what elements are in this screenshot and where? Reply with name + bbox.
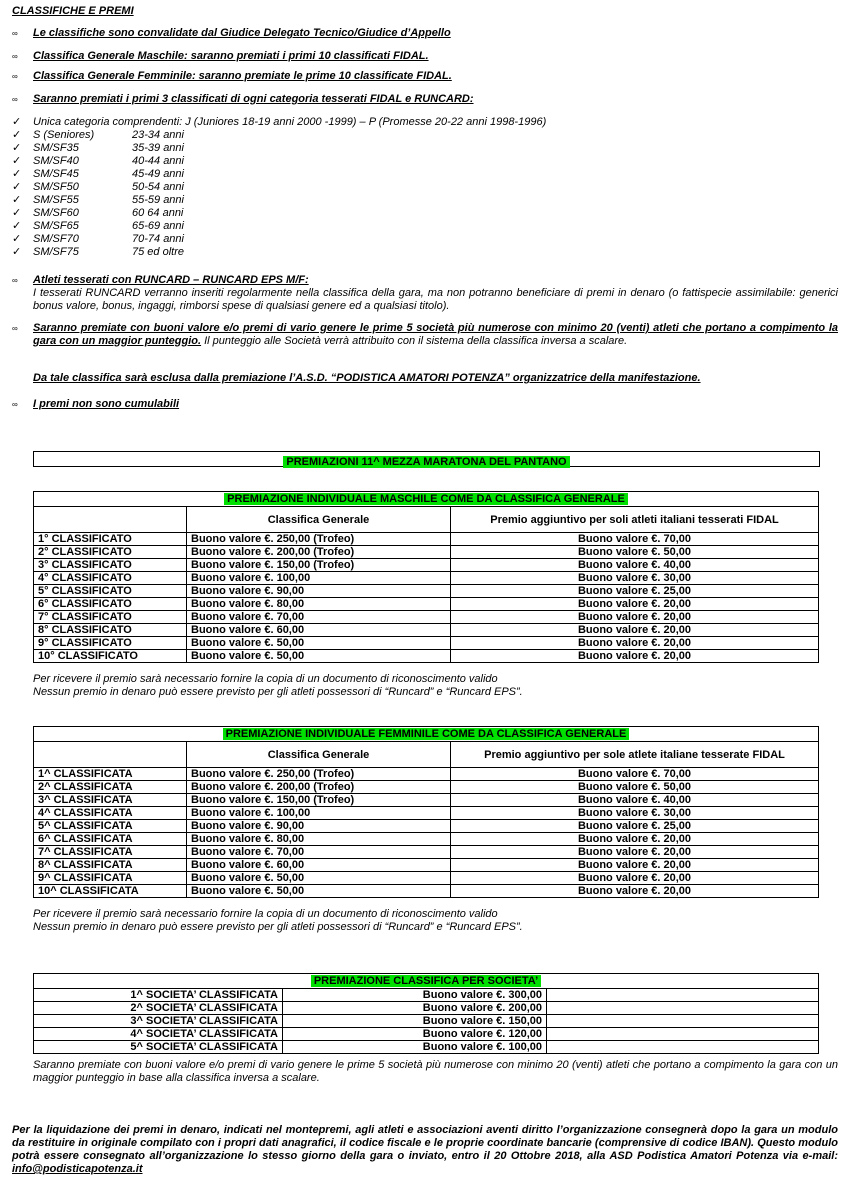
- category-ages: 65-69 anni: [132, 220, 184, 232]
- prize-cell: Buono valore €. 120,00: [283, 1028, 547, 1041]
- position-cell: 3^ SOCIETA’ CLASSIFICATA: [34, 1015, 283, 1028]
- prize-cell: Buono valore €. 150,00 (Trofeo): [187, 794, 451, 807]
- fidal-cell: Buono valore €. 25,00: [451, 585, 819, 598]
- category-code: SM/SF75: [33, 246, 79, 258]
- societa-note: Saranno premiate con buoni valore e/o premi di vario genere le prime 5 società più numerose con minimo 20 (venti) atleti che portano a compimento la gara con un maggior punteggio in base alla classifica inversa a scalare.: [33, 1059, 838, 1084]
- category-code: S (Seniores): [33, 129, 95, 141]
- position-cell: 1° CLASSIFICATO: [34, 533, 187, 546]
- table-row: [34, 781, 819, 794]
- table-row: [34, 820, 819, 833]
- fidal-cell: Buono valore €. 20,00: [451, 872, 819, 885]
- female-table-title: PREMIAZIONE INDIVIDUALE FEMMINILE COME DA CLASSIFICA GENERALE: [223, 728, 630, 740]
- category-ages: 70-74 anni: [132, 233, 184, 245]
- position-cell: 4° CLASSIFICATO: [34, 572, 187, 585]
- table-row: [34, 768, 819, 781]
- category-ages: 35-39 anni: [132, 142, 184, 154]
- table-row: [34, 846, 819, 859]
- category-code: SM/SF55: [33, 194, 79, 206]
- female-note-document: Per ricevere il premio sarà necessario fornire la copia di un documento di riconoscimento valido: [33, 908, 498, 920]
- table-row: [34, 1002, 819, 1015]
- table-row: [34, 794, 819, 807]
- prize-cell: Buono valore €. 50,00: [187, 637, 451, 650]
- infinity-icon: ∞: [12, 400, 18, 409]
- main-title: PREMIAZIONI 11^ MEZZA MARATONA DEL PANTANO: [283, 456, 569, 468]
- category-code: SM/SF35: [33, 142, 79, 154]
- societa-bullet-text: [33, 322, 838, 348]
- category-code: SM/SF45: [33, 168, 79, 180]
- table-row: [34, 885, 819, 898]
- header-classifica: Classifica Generale: [187, 507, 451, 533]
- check-icon: ✓: [12, 155, 22, 167]
- category-ages: 45-49 anni: [132, 168, 184, 180]
- check-icon: ✓: [12, 116, 22, 128]
- position-cell: 5° CLASSIFICATO: [34, 585, 187, 598]
- position-cell: 2^ SOCIETA’ CLASSIFICATA: [34, 1002, 283, 1015]
- empty-cell: [547, 1041, 819, 1054]
- infinity-icon: ∞: [12, 29, 18, 38]
- table-row: [34, 533, 819, 546]
- table-row: [34, 650, 819, 663]
- prize-cell: Buono valore €. 70,00: [187, 846, 451, 859]
- prize-cell: Buono valore €. 60,00: [187, 859, 451, 872]
- table-row: [34, 637, 819, 650]
- position-cell: 6° CLASSIFICATO: [34, 598, 187, 611]
- table-title-row: [34, 727, 819, 742]
- position-cell: 9^ CLASSIFICATA: [34, 872, 187, 885]
- header-empty: [34, 742, 187, 768]
- header-fidal: Premio aggiuntivo per sole atlete italiane tesserate FIDAL: [451, 742, 819, 768]
- fidal-cell: Buono valore €. 20,00: [451, 885, 819, 898]
- prize-cell: Buono valore €. 90,00: [187, 820, 451, 833]
- male-table-title: PREMIAZIONE INDIVIDUALE MASCHILE COME DA CLASSIFICA GENERALE: [224, 493, 628, 505]
- empty-cell: [547, 1015, 819, 1028]
- position-cell: 10^ CLASSIFICATA: [34, 885, 187, 898]
- position-cell: 9° CLASSIFICATO: [34, 637, 187, 650]
- category-code: SM/SF65: [33, 220, 79, 232]
- table-row: [34, 859, 819, 872]
- empty-cell: [547, 1002, 819, 1015]
- female-note-runcard: Nessun premio in denaro può essere previsto per gli atleti possessori di “Runcard” e “Runcard EPS”.: [33, 921, 523, 933]
- prize-cell: Buono valore €. 100,00: [187, 572, 451, 585]
- check-icon: ✓: [12, 207, 22, 219]
- category-ages: 23-34 anni: [132, 129, 184, 141]
- position-cell: 5^ CLASSIFICATA: [34, 820, 187, 833]
- prize-cell: Buono valore €. 150,00: [283, 1015, 547, 1028]
- prize-cell: Buono valore €. 200,00 (Trofeo): [187, 781, 451, 794]
- table-row: [34, 1028, 819, 1041]
- fidal-cell: Buono valore €. 40,00: [451, 559, 819, 572]
- fidal-cell: Buono valore €. 20,00: [451, 650, 819, 663]
- bullet-text: Classifica Generale Maschile: saranno premiati i primi 10 classificati FIDAL.: [33, 50, 429, 62]
- page-title: CLASSIFICHE E PREMI: [12, 5, 134, 17]
- fidal-cell: Buono valore €. 20,00: [451, 598, 819, 611]
- check-icon: ✓: [12, 129, 22, 141]
- table-row: [34, 598, 819, 611]
- infinity-icon: ∞: [12, 276, 18, 285]
- bullet-text: Le classifiche sono convalidate dal Giudice Delegato Tecnico/Giudice d’Appello: [33, 27, 451, 39]
- exclusion-text: Da tale classifica sarà esclusa dalla premiazione l’A.S.D. “PODISTICA AMATORI POTENZA” organizzatrice della manifestazione.: [33, 372, 701, 384]
- final-paragraph: [12, 1124, 838, 1176]
- prize-cell: Buono valore €. 50,00: [187, 872, 451, 885]
- prize-cell: Buono valore €. 80,00: [187, 833, 451, 846]
- check-icon: ✓: [12, 194, 22, 206]
- category-intro-text: Unica categoria comprendenti: J (Juniores 18-19 anni 2000 -1999) – P (Promesse 20-22 anni 1998-1996): [33, 116, 547, 128]
- table-title-cell: [34, 974, 819, 989]
- prize-cell: Buono valore €. 200,00: [283, 1002, 547, 1015]
- fidal-cell: Buono valore €. 70,00: [451, 533, 819, 546]
- table-title-cell: [34, 727, 819, 742]
- category-code: SM/SF60: [33, 207, 79, 219]
- societa-prize-table: [33, 973, 819, 1054]
- final-text: Per la liquidazione dei premi in denaro, indicati nel montepremi, agli atleti e associazioni aventi diritto l’organizzazione consegnerà dopo la gara un modulo da restituire in originale compilato con i propri dati anagrafici, il codice fiscale e le proprie coordinate bancarie (comprensive di codice IBAN). Questo modulo potrà essere consegnato all’organizzazione lo stesso giorno della gara o inviato, entro il 20 Ottobre 2018, alla ASD Podistica Amatori Potenza via e-mail:: [12, 1124, 838, 1162]
- fidal-cell: Buono valore €. 70,00: [451, 768, 819, 781]
- fidal-cell: Buono valore €. 20,00: [451, 859, 819, 872]
- fidal-cell: Buono valore €. 20,00: [451, 833, 819, 846]
- bullet-text: Classifica Generale Femminile: saranno premiate le prime 10 classificate FIDAL.: [33, 70, 452, 82]
- infinity-icon: ∞: [12, 95, 18, 104]
- table-title-cell: [34, 492, 819, 507]
- position-cell: 8° CLASSIFICATO: [34, 624, 187, 637]
- empty-cell: [547, 989, 819, 1002]
- fidal-cell: Buono valore €. 40,00: [451, 794, 819, 807]
- fidal-cell: Buono valore €. 20,00: [451, 637, 819, 650]
- header-fidal: Premio aggiuntivo per soli atleti italiani tesserati FIDAL: [451, 507, 819, 533]
- prize-cell: Buono valore €. 100,00: [283, 1041, 547, 1054]
- position-cell: 8^ CLASSIFICATA: [34, 859, 187, 872]
- table-title-row: [34, 974, 819, 989]
- table-row: [34, 546, 819, 559]
- category-code: SM/SF50: [33, 181, 79, 193]
- main-title-box: [33, 451, 820, 467]
- bullet-text: Saranno premiati i primi 3 classificati di ogni categoria tesserati FIDAL e RUNCARD:: [33, 93, 474, 105]
- table-row: [34, 807, 819, 820]
- female-prize-table: [33, 726, 819, 898]
- category-ages: 40-44 anni: [132, 155, 184, 167]
- table-row: [34, 624, 819, 637]
- check-icon: ✓: [12, 168, 22, 180]
- prize-cell: Buono valore €. 50,00: [187, 885, 451, 898]
- prize-cell: Buono valore €. 150,00 (Trofeo): [187, 559, 451, 572]
- position-cell: 2° CLASSIFICATO: [34, 546, 187, 559]
- position-cell: 4^ CLASSIFICATA: [34, 807, 187, 820]
- table-row: [34, 1041, 819, 1054]
- table-row: [34, 559, 819, 572]
- prize-cell: Buono valore €. 200,00 (Trofeo): [187, 546, 451, 559]
- email-link[interactable]: info@podisticapotenza.it: [12, 1163, 143, 1175]
- position-cell: 3^ CLASSIFICATA: [34, 794, 187, 807]
- fidal-cell: Buono valore €. 20,00: [451, 611, 819, 624]
- prize-cell: Buono valore €. 300,00: [283, 989, 547, 1002]
- prize-cell: Buono valore €. 80,00: [187, 598, 451, 611]
- category-code: SM/SF40: [33, 155, 79, 167]
- table-row: [34, 833, 819, 846]
- position-cell: 2^ CLASSIFICATA: [34, 781, 187, 794]
- prize-cell: Buono valore €. 90,00: [187, 585, 451, 598]
- check-icon: ✓: [12, 233, 22, 245]
- table-title-row: [34, 492, 819, 507]
- position-cell: 1^ CLASSIFICATA: [34, 768, 187, 781]
- fidal-cell: Buono valore €. 50,00: [451, 781, 819, 794]
- check-icon: ✓: [12, 246, 22, 258]
- male-note-runcard: Nessun premio in denaro può essere previsto per gli atleti possessori di “Runcard” e “Runcard EPS”.: [33, 686, 523, 698]
- societa-table-title: PREMIAZIONE CLASSIFICA PER SOCIETA’: [311, 975, 541, 987]
- infinity-icon: ∞: [12, 52, 18, 61]
- check-icon: ✓: [12, 142, 22, 154]
- runcard-text: I tesserati RUNCARD verranno inseriti regolarmente nella classifica della gara, ma non potranno beneficiare di premi in denaro (o fattispecie assimilabile: generici bonus valore, bonus, ingaggi, rimborsi spese di qualsiasi genere ed a qualsiasi titolo).: [33, 287, 838, 312]
- empty-cell: [547, 1028, 819, 1041]
- table-header-row: [34, 742, 819, 768]
- header-classifica: Classifica Generale: [187, 742, 451, 768]
- category-ages: 60 64 anni: [132, 207, 184, 219]
- male-prize-table: [33, 491, 819, 663]
- position-cell: 10° CLASSIFICATO: [34, 650, 187, 663]
- check-icon: ✓: [12, 220, 22, 232]
- position-cell: 4^ SOCIETA’ CLASSIFICATA: [34, 1028, 283, 1041]
- table-row: [34, 989, 819, 1002]
- category-ages: 50-54 anni: [132, 181, 184, 193]
- prize-cell: Buono valore €. 250,00 (Trofeo): [187, 768, 451, 781]
- table-row: [34, 572, 819, 585]
- position-cell: 7° CLASSIFICATO: [34, 611, 187, 624]
- table-row: [34, 1015, 819, 1028]
- societa-bullet-normal: Il punteggio alle Società verrà attribuito con il sistema della classifica inversa a scalare.: [201, 335, 628, 347]
- prize-cell: Buono valore €. 100,00: [187, 807, 451, 820]
- societa-bullet-bold: Saranno premiate con buoni valore e/o premi di vario genere le prime 5 società più numerose con minimo 20 (venti) atleti che portano a compimento la gara con un maggior punteggio.: [33, 322, 838, 347]
- position-cell: 1^ SOCIETA’ CLASSIFICATA: [34, 989, 283, 1002]
- category-ages: 55-59 anni: [132, 194, 184, 206]
- fidal-cell: Buono valore €. 25,00: [451, 820, 819, 833]
- prize-cell: Buono valore €. 60,00: [187, 624, 451, 637]
- fidal-cell: Buono valore €. 30,00: [451, 807, 819, 820]
- table-row: [34, 585, 819, 598]
- prize-cell: Buono valore €. 50,00: [187, 650, 451, 663]
- table-row: [34, 872, 819, 885]
- header-empty: [34, 507, 187, 533]
- cumulabili-text: I premi non sono cumulabili: [33, 398, 180, 410]
- check-icon: ✓: [12, 181, 22, 193]
- prize-cell: Buono valore €. 250,00 (Trofeo): [187, 533, 451, 546]
- infinity-icon: ∞: [12, 324, 18, 333]
- fidal-cell: Buono valore €. 20,00: [451, 624, 819, 637]
- runcard-heading: Atleti tesserati con RUNCARD – RUNCARD EPS M/F:: [33, 274, 309, 286]
- fidal-cell: Buono valore €. 30,00: [451, 572, 819, 585]
- fidal-cell: Buono valore €. 20,00: [451, 846, 819, 859]
- position-cell: 3° CLASSIFICATO: [34, 559, 187, 572]
- table-header-row: [34, 507, 819, 533]
- category-code: SM/SF70: [33, 233, 79, 245]
- table-row: [34, 611, 819, 624]
- infinity-icon: ∞: [12, 72, 18, 81]
- position-cell: 7^ CLASSIFICATA: [34, 846, 187, 859]
- position-cell: 5^ SOCIETA’ CLASSIFICATA: [34, 1041, 283, 1054]
- fidal-cell: Buono valore €. 50,00: [451, 546, 819, 559]
- position-cell: 6^ CLASSIFICATA: [34, 833, 187, 846]
- category-ages: 75 ed oltre: [132, 246, 184, 258]
- prize-cell: Buono valore €. 70,00: [187, 611, 451, 624]
- male-note-document: Per ricevere il premio sarà necessario fornire la copia di un documento di riconoscimento valido: [33, 673, 498, 685]
